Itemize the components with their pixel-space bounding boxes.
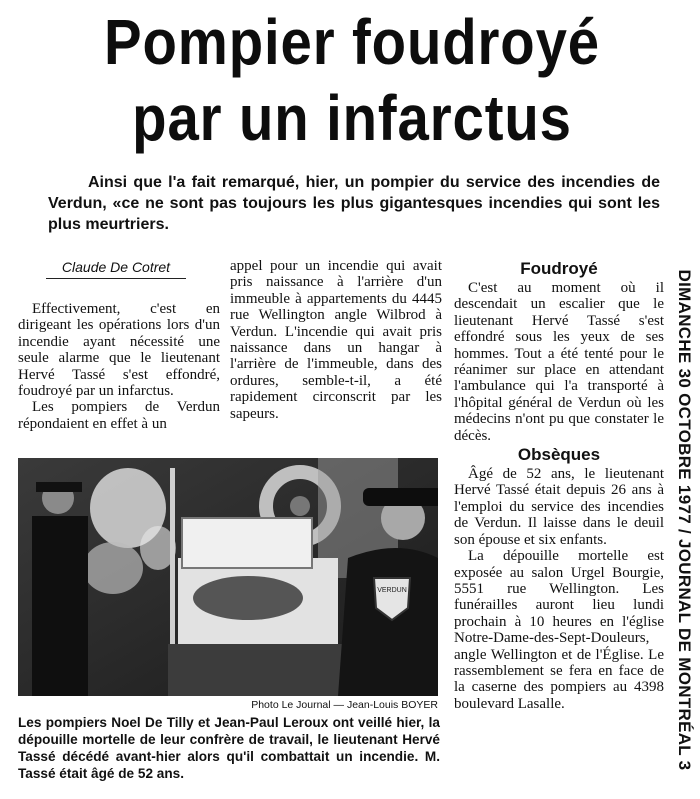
article-column-1 (18, 258, 220, 432)
photo-scene (18, 458, 438, 696)
subhead-obseques: Obsèques (517, 445, 601, 465)
lede-paragraph: Ainsi que l'a fait remarqué, hier, un pompier du service des incendies de Verdun, «ce ne sont pas toujours les plus gigantesques incendies qui sont les plus meurtriers. (48, 174, 660, 233)
headline-line-2: par un infarctus (132, 82, 572, 154)
paragraph: Âgé de 52 ans, le lieutenant Hervé Tassé était depuis 26 ans à l'emploi du service des incendies de Verdun. Il laisse dans le deuil son épouse et six enfants. (454, 466, 664, 548)
headline-line-1: Pompier foudroyé (104, 6, 600, 78)
news-photo (18, 458, 438, 696)
paragraph: appel pour un incendie qui avait pris naissance à l'arrière d'un immeuble à appartements du 4445 rue Wellington angle Wilbrod à Verdun. L'incendie qui avait pris naissance dans un hangar à l'arrière de l'immeuble, dans des ordures, semble-t-il, a été rapidement circonscrit par les sapeurs. (230, 258, 442, 422)
date-folio-text: DIMANCHE 30 OCTOBRE 1977 / JOURNAL DE MONTRÉAL 3 (675, 269, 694, 771)
headline (88, 4, 616, 156)
paragraph: Les pompiers de Verdun répondaient en effet à un (18, 399, 220, 432)
subhead-foudroye: Foudroyé (520, 259, 598, 278)
badge-text: VERDUN (377, 587, 407, 594)
date-folio (672, 250, 696, 790)
photo-caption: Les pompiers Noel De Tilly et Jean-Paul Leroux ont veillé hier, la dépouille mortelle de leur confrère de travail, le lieutenant Hervé Tassé décédé avant-hier alors qu'il combattait un incendie. M. Tassé était âgé de 52 ans. (18, 715, 440, 781)
article-column-3 (454, 258, 664, 712)
paragraph: Effectivement, c'est en dirigeant les opérations lors d'un incendie ayant nécessité une seule alarme que le lieutenant Hervé Tassé s'est effondré, foudroyé par un infarctus. (18, 301, 220, 400)
byline: Claude De Cotret (46, 258, 186, 279)
paragraph: La dépouille mortelle est exposée au salon Urgel Bourgie, 5551 rue Wellington. Les funérailles auront lieu lundi prochain à 10 heures en l'église Notre-Dame-des-Sept-Douleurs, angle Wellington et de l'Église. Le rassemblement se fera en face de la caserne des pompiers au 4398 boulevard Lasalle. (454, 548, 664, 712)
article-column-2 (230, 258, 442, 422)
photo-credit: Photo Le Journal — Jean-Louis BOYER (251, 699, 438, 711)
paragraph: C'est au moment où il descendait un escalier que le lieutenant Hervé Tassé s'est effondré sous les yeux de ses hommes. Tout a été tenté pour le réanimer sur place en attendant l'ambulance qui l'a transporté à l'hôpital général de Verdun où les médecins n'ont pu que constater le décès. (454, 280, 664, 444)
